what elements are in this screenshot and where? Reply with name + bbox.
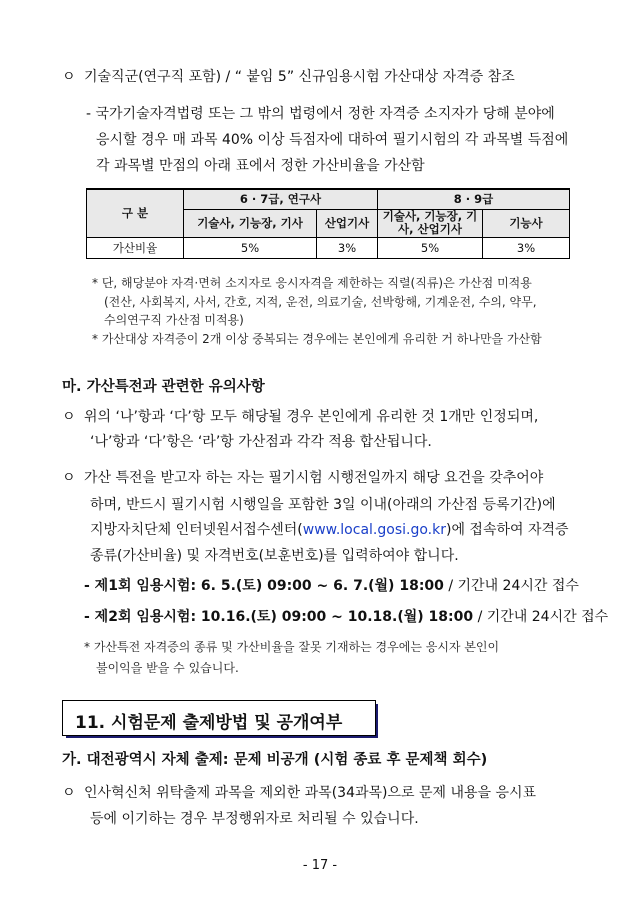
intro-para-1: - 국가기술자격법령 또는 그 밖의 법령에서 정한 자격증 소지자가 당해 분야에 [86,106,555,122]
schedule-1-note: / 기간내 24시간 접수 [443,578,579,594]
text: 위의 ‘나’항과 ‘다’항 모두 해당될 경우 본인에게 유리한 것 1개만 인정되며, [84,409,539,425]
schedule-1-date: - 제1회 임용시험: 6. 5.(토) 09:00 ~ 6. 7.(월) 18:00 [84,578,444,594]
table-head-label: 구 분 [87,189,184,237]
table-sub-2: 산업기사 [317,209,378,237]
intro-para-3: 각 과목별 만점의 아래 표에서 정한 가산비율을 가산함 [96,158,425,174]
intro-text: 기술직군(연구직 포함) / “ 붙임 5” 신규임용시험 가산대상 자격증 참조 [84,69,515,85]
gosi-link[interactable]: www.local.gosi.go.kr [302,522,446,538]
intro-para-2: 응시할 경우 매 과목 40% 이상 득점자에 대하여 필기시험의 각 과목별 득점에 [96,132,569,148]
text: )에 접속하여 자격증 [445,522,569,538]
warn-line-2: 불이익을 받을 수 있습니다. [96,661,239,675]
page-number: - 17 - [302,858,338,873]
table-cell: 3% [483,237,570,258]
text: 인사혁신처 위탁출제 과목을 제외한 과목(34과목)으로 문제 내용을 응시표 [84,785,537,801]
ma-item2-line3 [90,519,569,539]
text: 지방자치단체 인터넷원서접수센터( [90,522,303,538]
warn-line-1: * 가산특전 자격증의 종류 및 가산비율을 잘못 기재하는 경우에는 응시자 본인이 [84,640,500,654]
intro-line [62,66,515,86]
section-ma-title: 마. 가산특전과 관련한 유의사항 [62,379,265,395]
note-line: 수의연구직 가산점 미적용) [104,313,244,327]
bullet-icon: ㅇ [62,409,76,425]
schedule-1 [84,575,579,595]
ma-item1-line2: ‘나’항과 ‘다’항은 ‘라’항 가산점과 각각 적용 합산됩니다. [90,434,432,450]
table-sub-1: 기술사, 기능장, 기사 [184,209,317,237]
bullet-icon: ㅇ [62,785,76,801]
ma-item1-line1 [62,406,538,426]
bonus-ratio-table [86,188,570,259]
ma-item2-line2: 하며, 반드시 필기시험 시행일을 포함한 3일 이내(아래의 가산점 등록기간)에 [90,497,556,513]
table-group-2: 8 · 9급 [378,189,570,209]
note-line: * 단, 해당분야 자격·면허 소지자로 응시자격을 제한하는 직렬(직류)은 가산점 미적용 [92,276,532,290]
table-cell: 5% [184,237,317,258]
table-sub-4: 기능사 [483,209,570,237]
schedule-2-note: / 기간내 24시간 접수 [473,609,609,625]
table-sub-3: 기술사, 기능장, 기사, 산업기사 [378,209,483,237]
bullet-icon: ㅇ [62,69,76,85]
section-11-box [62,700,376,736]
text: 가산 특전을 받고자 하는 자는 필기시험 시행전일까지 해당 요건을 갖추어야 [84,470,544,486]
schedule-2-date: - 제2회 임용시험: 10.16.(토) 09:00 ~ 10.18.(월) 18:00 [84,609,474,625]
section-11-subtitle: 가. 대전광역시 자체 출제: 문제 비공개 (시험 종료 후 문제책 회수) [62,752,488,768]
note-line: * 가산대상 자격증이 2개 이상 중복되는 경우에는 본인에게 유리한 거 하나만을 가산함 [92,332,542,346]
ma-item2-line1 [62,467,543,487]
table-cell: 5% [378,237,483,258]
note-line: (전산, 사회복지, 사서, 간호, 지적, 운전, 의료기술, 선박항해, 기계운전, 수의, 약무, [104,295,537,309]
table-group-1: 6 · 7급, 연구사 [184,189,378,209]
table-row-label: 가산비율 [87,237,184,258]
s11-item-line1 [62,782,536,802]
section-11-title: 11. 시험문제 출제방법 및 공개여부 [75,713,343,733]
bullet-icon: ㅇ [62,470,76,486]
table-cell: 3% [317,237,378,258]
schedule-2 [84,606,608,626]
ma-item2-line4: 종류(가산비율) 및 자격번호(보훈번호)를 입력하여야 합니다. [90,548,459,564]
s11-item-line2: 등에 이기하는 경우 부정행위자로 처리될 수 있습니다. [90,811,419,827]
